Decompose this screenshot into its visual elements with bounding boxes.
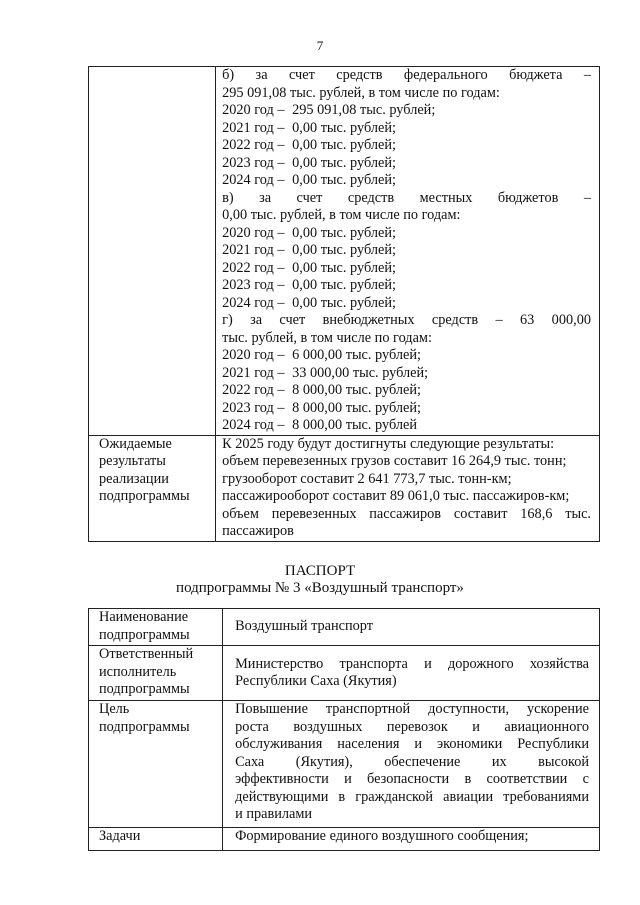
tasks-label-cell <box>89 828 223 851</box>
results-line: объем перевезенных грузов составит 16 264,9 тыс. тонн; <box>222 453 567 469</box>
goal-label-cell <box>89 701 223 828</box>
passport-name-row <box>89 609 600 646</box>
exec-value: Министерство транспорта и дорожного хозяйства <box>235 655 589 672</box>
goal-value: и правилами <box>235 806 313 822</box>
federal-year-row <box>216 120 599 138</box>
federal-year-row <box>216 137 599 155</box>
results-line: К 2025 году будут достигнуты следующие результаты: <box>222 435 555 452</box>
results-value-cell <box>216 435 600 541</box>
year-label: 2024 год – <box>222 294 285 311</box>
extra-year-row <box>216 365 599 383</box>
local-year-row <box>216 277 599 295</box>
year-label: 2022 год – <box>222 259 285 276</box>
goal-value: Повышение транспортной доступности, ускорение <box>235 701 589 717</box>
federal-total: 295 091,08 тыс. рублей, в том числе по годам: <box>222 84 500 101</box>
results-line: пассажирооборот составит 89 061,0 тыс. пассажиров-км; <box>222 488 570 504</box>
funding-label-cell <box>89 67 216 436</box>
year-amount: 0,00 тыс. рублей; <box>292 259 396 276</box>
federal-year-row <box>216 172 599 190</box>
name-value-cell <box>223 609 600 646</box>
year-amount: 0,00 тыс. рублей; <box>292 294 396 311</box>
goal-value-cell <box>223 701 600 828</box>
year-amount: 0,00 тыс. рублей; <box>292 154 396 171</box>
funding-value-cell <box>216 67 600 436</box>
year-label: 2020 год – <box>222 102 285 118</box>
federal-year-row <box>216 102 599 120</box>
tasks-label: Задачи <box>99 828 141 844</box>
exec-label: Ответственный <box>99 646 194 662</box>
year-amount: 8 000,00 тыс. рублей; <box>292 382 421 398</box>
goal-value: эффективности и безопасности в соответствии с <box>235 771 589 787</box>
goal-value: действующими в гражданской авиации требованиями <box>235 788 589 805</box>
goal-value: роста воздушных перевозок и авиационного <box>235 718 589 735</box>
passport-tasks-row <box>89 828 600 851</box>
results-label: реализации <box>99 470 169 487</box>
year-amount: 295 091,08 тыс. рублей; <box>292 102 436 118</box>
results-label: подпрограммы <box>99 488 190 504</box>
federal-year-row <box>216 155 599 173</box>
results-label: результаты <box>99 453 166 469</box>
year-label: 2021 год – <box>222 119 285 136</box>
funding-table <box>88 66 600 542</box>
year-label: 2022 год – <box>222 137 285 153</box>
passport-exec-row <box>89 646 600 701</box>
local-total: 0,00 тыс. рублей, в том числе по годам: <box>222 207 461 223</box>
exec-label-cell <box>89 646 223 701</box>
name-value: Воздушный транспорт <box>235 618 374 635</box>
year-amount: 8 000,00 тыс. рублей <box>292 417 418 433</box>
passport-title: ПАСПОРТ <box>284 563 356 579</box>
extra-year-row <box>216 347 599 365</box>
tasks-value: Формирование единого воздушного сообщения; <box>235 828 529 844</box>
goal-label: Цель <box>99 701 130 717</box>
year-label: 2020 год – <box>222 224 285 241</box>
year-amount: 33 000,00 тыс. рублей; <box>292 364 429 381</box>
year-label: 2021 год – <box>222 364 285 381</box>
exec-label: исполнитель <box>99 663 177 680</box>
extra-year-row <box>216 417 599 435</box>
results-line: грузооборот составит 2 641 773,7 тыс. тонн-км; <box>222 470 512 487</box>
results-label: Ожидаемые <box>99 435 172 452</box>
exec-value: Республики Саха (Якутия) <box>235 673 397 689</box>
local-year-row <box>216 260 599 278</box>
local-year-row <box>216 225 599 243</box>
exec-value-cell <box>223 646 600 701</box>
local-year-row <box>216 295 599 313</box>
goal-value: Саха (Якутия), обеспечение их высокой <box>235 753 589 770</box>
year-amount: 6 000,00 тыс. рублей; <box>292 347 421 363</box>
page-number: 7 <box>316 38 324 53</box>
federal-heading: б) за счет средств федерального бюджета – <box>222 67 591 83</box>
year-amount: 0,00 тыс. рублей; <box>292 137 396 153</box>
tasks-value-cell <box>223 828 600 851</box>
extra-heading: г) за счет внебюджетных средств – 63 000,00 <box>222 312 591 328</box>
name-label: Наименование <box>99 609 189 625</box>
results-line: пассажиров <box>222 523 294 539</box>
goal-label: подпрограммы <box>99 718 190 735</box>
local-heading: в) за счет средств местных бюджетов – <box>222 189 591 206</box>
local-year-row <box>216 242 599 260</box>
year-label: 2021 год – <box>222 242 285 258</box>
results-row <box>89 435 600 541</box>
year-label: 2023 год – <box>222 154 285 171</box>
name-label-cell <box>89 609 223 646</box>
year-amount: 0,00 тыс. рублей; <box>292 242 396 258</box>
extra-year-row <box>216 382 599 400</box>
year-label: 2020 год – <box>222 347 285 363</box>
year-label: 2023 год – <box>222 277 285 293</box>
passport-table <box>88 608 600 851</box>
results-line: объем перевезенных пассажиров составит 168,6 тыс. <box>222 505 591 522</box>
funding-row <box>89 67 600 436</box>
goal-value: обслуживания населения и экономики Республики <box>235 736 589 752</box>
exec-label: подпрограммы <box>99 681 190 697</box>
year-amount: 0,00 тыс. рублей; <box>292 119 396 136</box>
year-amount: 0,00 тыс. рублей; <box>292 224 396 241</box>
year-label: 2022 год – <box>222 382 285 398</box>
passport-subtitle: подпрограммы № 3 «Воздушный транспорт» <box>176 580 464 596</box>
year-label: 2024 год – <box>222 172 285 188</box>
year-label: 2023 год – <box>222 399 285 416</box>
extra-year-row <box>216 400 599 418</box>
passport-goal-row <box>89 701 600 828</box>
extra-total: тыс. рублей, в том числе по годам: <box>222 329 432 346</box>
year-amount: 0,00 тыс. рублей; <box>292 172 396 188</box>
year-amount: 0,00 тыс. рублей; <box>292 277 396 293</box>
results-label-cell <box>89 435 216 541</box>
year-label: 2024 год – <box>222 417 285 433</box>
name-label: подпрограммы <box>99 626 190 643</box>
year-amount: 8 000,00 тыс. рублей; <box>292 399 421 416</box>
